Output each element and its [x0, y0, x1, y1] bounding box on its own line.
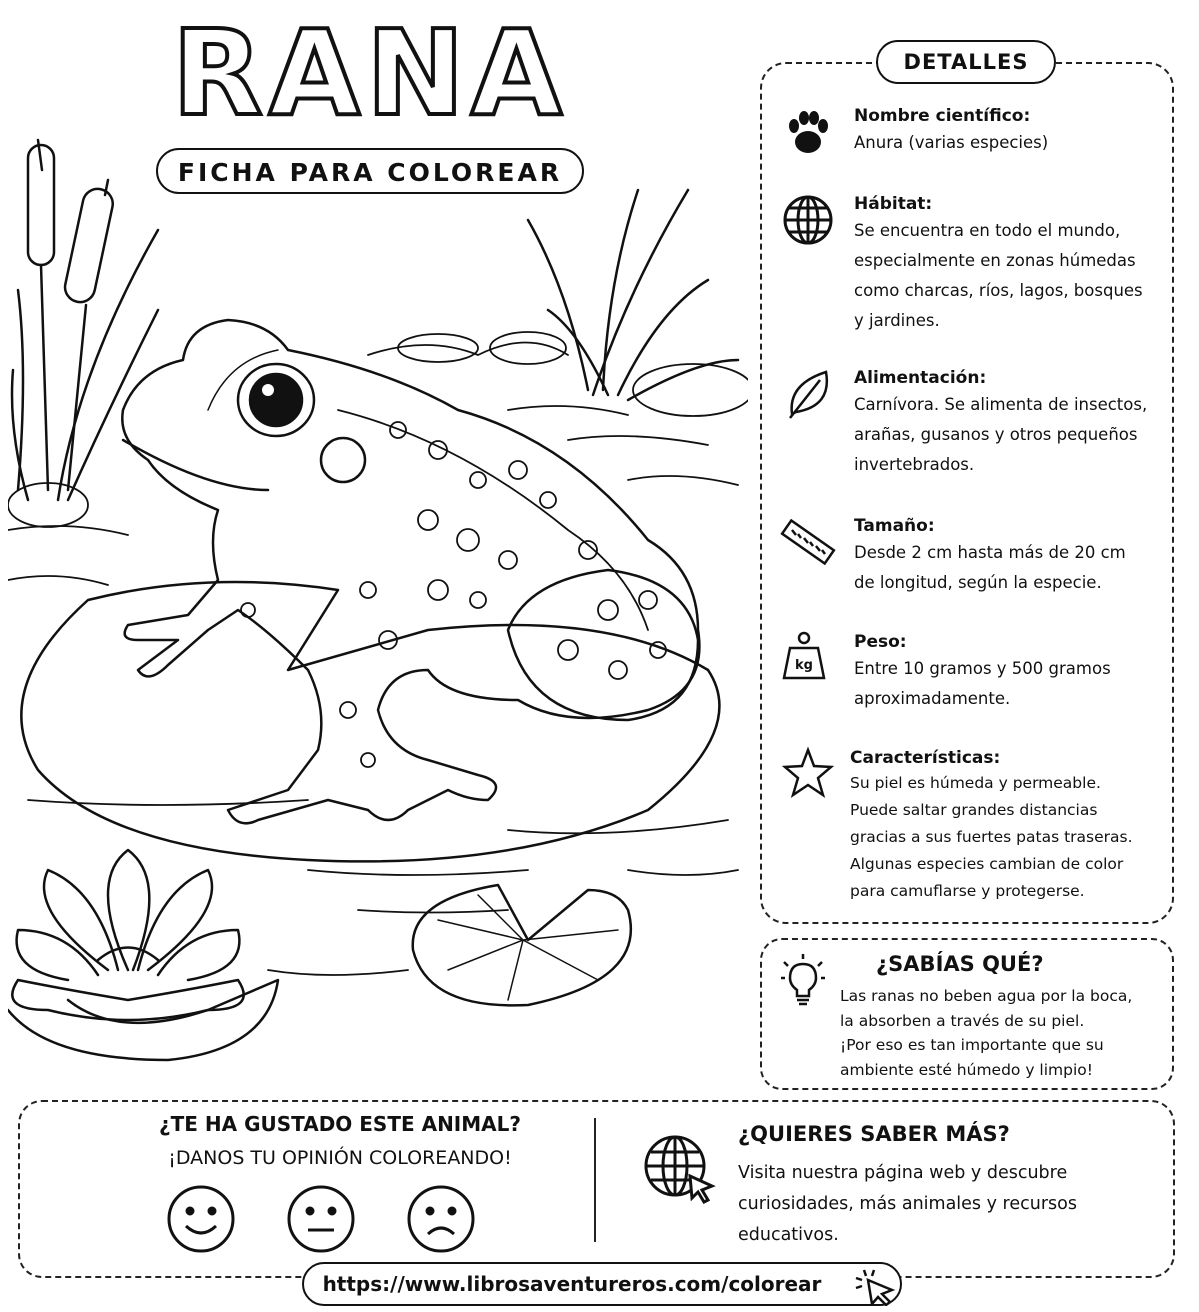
- water-lily-flower: [8, 850, 278, 1060]
- detail-line: Algunas especies cambian de color: [850, 855, 1124, 873]
- more-info-text: [738, 1158, 1158, 1251]
- detail-heading: Nombre científico:: [854, 106, 1031, 126]
- lily-pad-large: [21, 582, 719, 861]
- fun-fact-line: Las ranas no beben agua por la boca,: [840, 987, 1133, 1005]
- detail-line: invertebrados.: [854, 455, 975, 474]
- detail-line: Anura (varias especies): [854, 133, 1049, 152]
- grass-right: [528, 190, 738, 400]
- more-info-line: educativos.: [738, 1225, 839, 1245]
- fun-fact-line: ambiente esté húmedo y limpio!: [840, 1060, 1093, 1079]
- neutral-face-icon[interactable]: [286, 1184, 356, 1254]
- detail-heading: Alimentación:: [854, 368, 987, 388]
- more-info-title: ¿QUIERES SABER MÁS?: [738, 1122, 1010, 1146]
- weight-icon-label: kg: [795, 658, 813, 673]
- star-icon: [780, 746, 836, 802]
- detail-line: Carnívora. Se alimenta de insectos,: [854, 395, 1148, 414]
- website-link[interactable]: https://www.librosaventureros.com/colorear: [322, 1272, 822, 1296]
- details-label: DETALLES: [876, 40, 1056, 84]
- detail-line: Se encuentra en todo el mundo,: [854, 221, 1121, 240]
- sad-face-icon[interactable]: [406, 1184, 476, 1254]
- lightbulb-icon: [780, 952, 826, 1008]
- pond-water: [8, 332, 748, 975]
- detail-line: para camuflarse y protegerse.: [850, 882, 1085, 900]
- fun-fact-title: ¿SABÍAS QUÉ?: [876, 952, 1044, 976]
- web-globe-cursor-icon: [642, 1130, 716, 1206]
- globe-icon: [780, 192, 836, 248]
- happy-face-icon[interactable]: [166, 1184, 236, 1254]
- cattail-plant: [12, 140, 158, 500]
- detail-line: como charcas, ríos, lagos, bosques: [854, 281, 1143, 300]
- more-info-line: curiosidades, más animales y recursos: [738, 1194, 1077, 1214]
- page-subtitle: FICHA PARA COLOREAR: [156, 148, 584, 194]
- detail-heading: Hábitat:: [854, 194, 933, 214]
- detail-heading: Tamaño:: [854, 516, 935, 536]
- feedback-question: ¿TE HA GUSTADO ESTE ANIMAL?: [159, 1112, 521, 1136]
- leaf-icon: [780, 366, 836, 422]
- frog-illustration: [8, 110, 748, 1090]
- detail-line: Puede saltar grandes distancias: [850, 801, 1098, 819]
- detail-line: aproximadamente.: [854, 689, 1011, 708]
- bottom-divider: [594, 1118, 596, 1242]
- frog: [122, 320, 699, 823]
- detail-line: Entre 10 gramos y 500 gramos: [854, 659, 1111, 678]
- detail-heading: Características:: [850, 748, 1001, 768]
- detail-line: Desde 2 cm hasta más de 20 cm: [854, 543, 1126, 562]
- detail-line: arañas, gusanos y otros pequeños: [854, 425, 1138, 444]
- fun-fact-line: ¡Por eso es tan importante que su: [840, 1036, 1104, 1054]
- more-info-line: Visita nuestra página web y descubre: [738, 1163, 1068, 1183]
- feedback-prompt: ¡DANOS TU OPINIÓN COLOREANDO!: [168, 1147, 512, 1169]
- detail-line: Su piel es húmeda y permeable.: [850, 774, 1101, 792]
- page-title: RANA: [171, 4, 569, 142]
- detail-line: especialmente en zonas húmedas: [854, 251, 1136, 270]
- fun-fact-line: la absorben a través de su piel.: [840, 1011, 1085, 1030]
- paw-icon: [780, 104, 836, 160]
- detail-heading: Peso:: [854, 632, 907, 652]
- weight-icon: [780, 630, 836, 686]
- detail-line: y jardines.: [854, 311, 940, 330]
- fun-fact-text: [840, 984, 1170, 1082]
- lily-pad-small: [413, 885, 631, 1005]
- detail-line: gracias a sus fuertes patas traseras.: [850, 828, 1133, 846]
- ruler-icon: [780, 514, 836, 570]
- click-cursor-icon: [852, 1266, 898, 1306]
- detail-line: de longitud, según la especie.: [854, 573, 1102, 592]
